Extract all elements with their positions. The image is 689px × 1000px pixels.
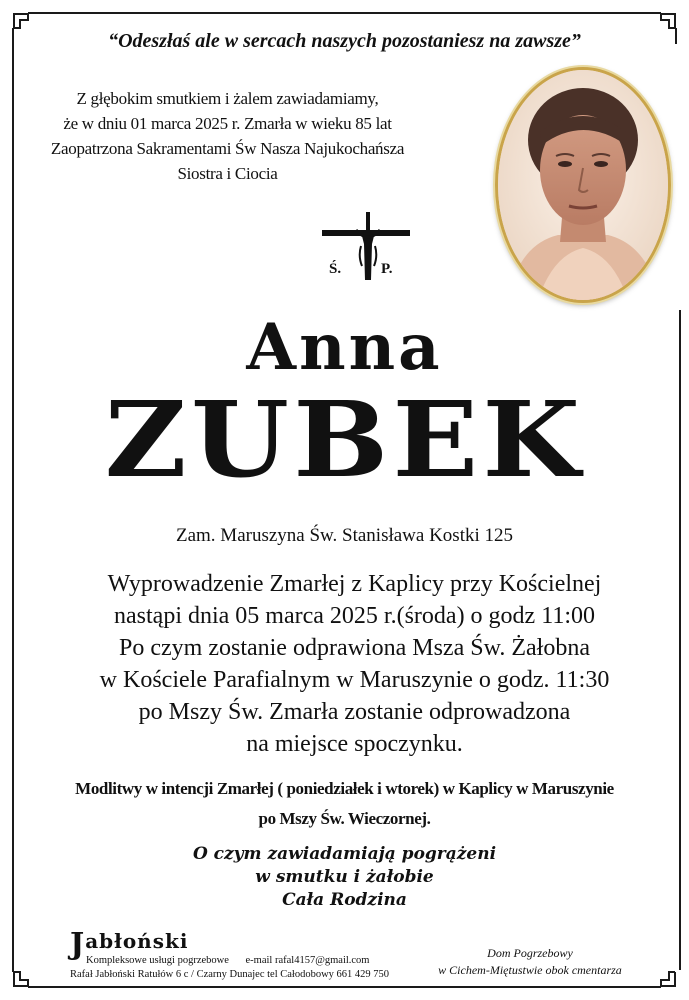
funeral-home-address: Rafał Jabłoński Ratułów 6 c / Czarny Dunajec tel Całodobowy 661 429 750 xyxy=(70,969,390,980)
funeral-details xyxy=(20,568,689,760)
frame-top xyxy=(28,12,661,14)
cross-emblem xyxy=(318,210,413,285)
prayer-info xyxy=(0,774,689,834)
closing-line: Cała Rodzina xyxy=(282,890,407,910)
logo-name: abłoński xyxy=(85,929,189,953)
details-line: na miejsce spoczynku. xyxy=(246,731,463,757)
funeral-home-contact-row xyxy=(70,954,410,968)
intro-line: Zaopatrzona Sakramentami Św Nasza Najukochańsza xyxy=(50,139,405,158)
intro-line: że w dniu 01 marca 2025 r. Zmarła w wieku 85 lat xyxy=(63,114,392,133)
motto: “Odeszłaś ale w sercach naszych pozostaniesz na zawsze” xyxy=(108,30,581,52)
prayer-line: Modlitwy w intencji Zmarłej ( poniedziałek i wtorek) w Kaplicy w Maruszynie xyxy=(75,779,614,798)
portrait-image xyxy=(498,70,668,300)
deceased-first-name: Anna xyxy=(246,310,443,385)
details-line: Po czym zostanie odprawiona Msza Św. Żałobna xyxy=(119,635,590,661)
cross-inscription-left: Ś. xyxy=(329,261,342,277)
cross-inscription-right: P. xyxy=(381,261,393,277)
corner-ornament-bottom-left xyxy=(6,964,36,994)
corner-ornament-bottom-right xyxy=(653,964,683,994)
deceased-last-name: ZUBEK xyxy=(104,378,585,501)
funeral-home-info xyxy=(70,927,410,982)
logo-initial: J xyxy=(70,927,86,962)
prayer-line: po Mszy Św. Wieczornej. xyxy=(258,809,431,828)
details-line: po Mszy Św. Zmarła zostanie odprowadzona xyxy=(138,699,571,725)
portrait-photo xyxy=(495,67,671,303)
funeral-home-email: e-mail rafal4157@gmail.com xyxy=(245,955,370,966)
home-line: Dom Pogrzebowy xyxy=(487,946,573,960)
intro-line: Siostra i Ciocia xyxy=(177,164,278,183)
funeral-home-tagline: Kompleksowe usługi pogrzebowe xyxy=(86,955,229,966)
details-line: Wyprowadzenie Zmarłej z Kaplicy przy Kościelnej xyxy=(107,571,602,597)
closing-signature xyxy=(0,843,689,912)
residence-address: Zam. Maruszyna Św. Stanisława Kostki 125 xyxy=(175,525,514,546)
home-line: w Cichem-Miętustwie obok cmentarza xyxy=(438,963,622,977)
closing-line: w smutku i żałobie xyxy=(255,867,434,887)
details-line: w Kościele Parafialnym w Maruszynie o godz. 11:30 xyxy=(99,667,610,693)
intro-line: Z głębokim smutkiem i żalem zawiadamiamy, xyxy=(76,89,379,108)
closing-line: O czym zawiadamiają pogrążeni xyxy=(192,844,497,864)
frame-bottom xyxy=(28,986,661,988)
details-line: nastąpi dnia 05 marca 2025 r.(środa) o godz 11:00 xyxy=(114,603,595,629)
announcement-intro xyxy=(40,86,415,186)
funeral-parlor-location xyxy=(430,945,630,979)
